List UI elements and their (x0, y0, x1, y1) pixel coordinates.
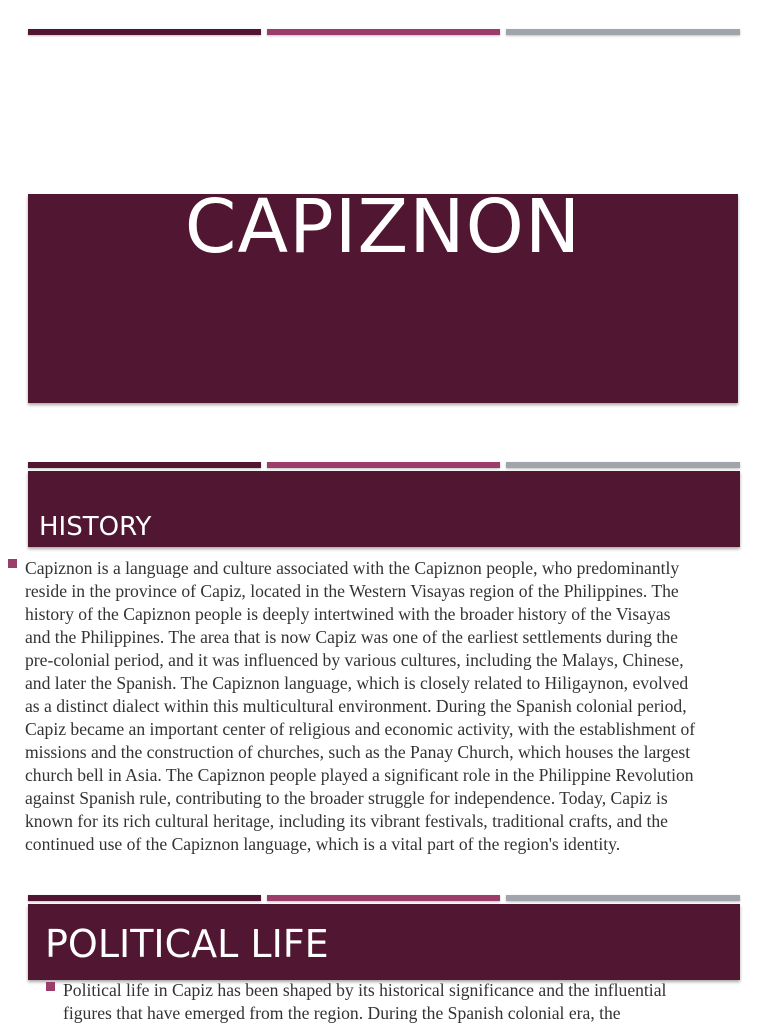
history-body-text: Capiznon is a language and culture associated with the Capiznon people, who predominantly reside in the province of Capiz, located in the Western Visayas region of the Philippines. The history of the Capiznon people is deeply intertwined with the broader history of the Visayas and the Philippines. The area that is now Capiz was one of the earliest settlements during the pre-colonial period, and it was influenced by various cultures, including the Malays, Chinese, and later the Spanish. The Capiznon language, which is closely related to Hiligaynon, evolved as a distinct dialect within this multicultural environment. During the Spanish colonial period, Capiz became an important center of religious and economic activity, with the establishment of missions and the construction of churches, such as the Panay Church, which houses the largest church bell in Asia. The Capiznon people played a significant role in the Philippine Revolution against Spanish rule, contributing to the broader struggle for independence. Today, Capiz is known for its rich cultural heritage, including its vibrant festivals, traditional crafts, and the continued use of the Capiznon language, which is a vital part of the region's identity. (25, 558, 696, 854)
title-band (28, 184, 738, 403)
accent-bar-gray (506, 462, 740, 468)
accent-bar-pink (267, 462, 500, 468)
history-heading: HISTORY (39, 512, 152, 542)
accent-bar-pink (267, 29, 500, 35)
accent-bar-dark (28, 462, 261, 468)
accent-bar-dark (28, 29, 261, 35)
political-heading-band (28, 904, 740, 980)
political-heading: POLITICAL LIFE (45, 922, 329, 966)
accent-bar-gray (506, 29, 740, 35)
accent-bar-gray (506, 895, 740, 901)
bullet-icon (46, 982, 55, 991)
political-body-text: Political life in Capiz has been shaped by its historical significance and the influential figures that have emerged from the region. During the Spanish colonial era, the (63, 980, 667, 1023)
history-heading-band (28, 471, 740, 547)
bullet-icon (8, 559, 17, 568)
accent-bar-dark (28, 895, 261, 901)
accent-bar-pink (267, 895, 500, 901)
slide-title: CAPIZNON (184, 184, 582, 270)
